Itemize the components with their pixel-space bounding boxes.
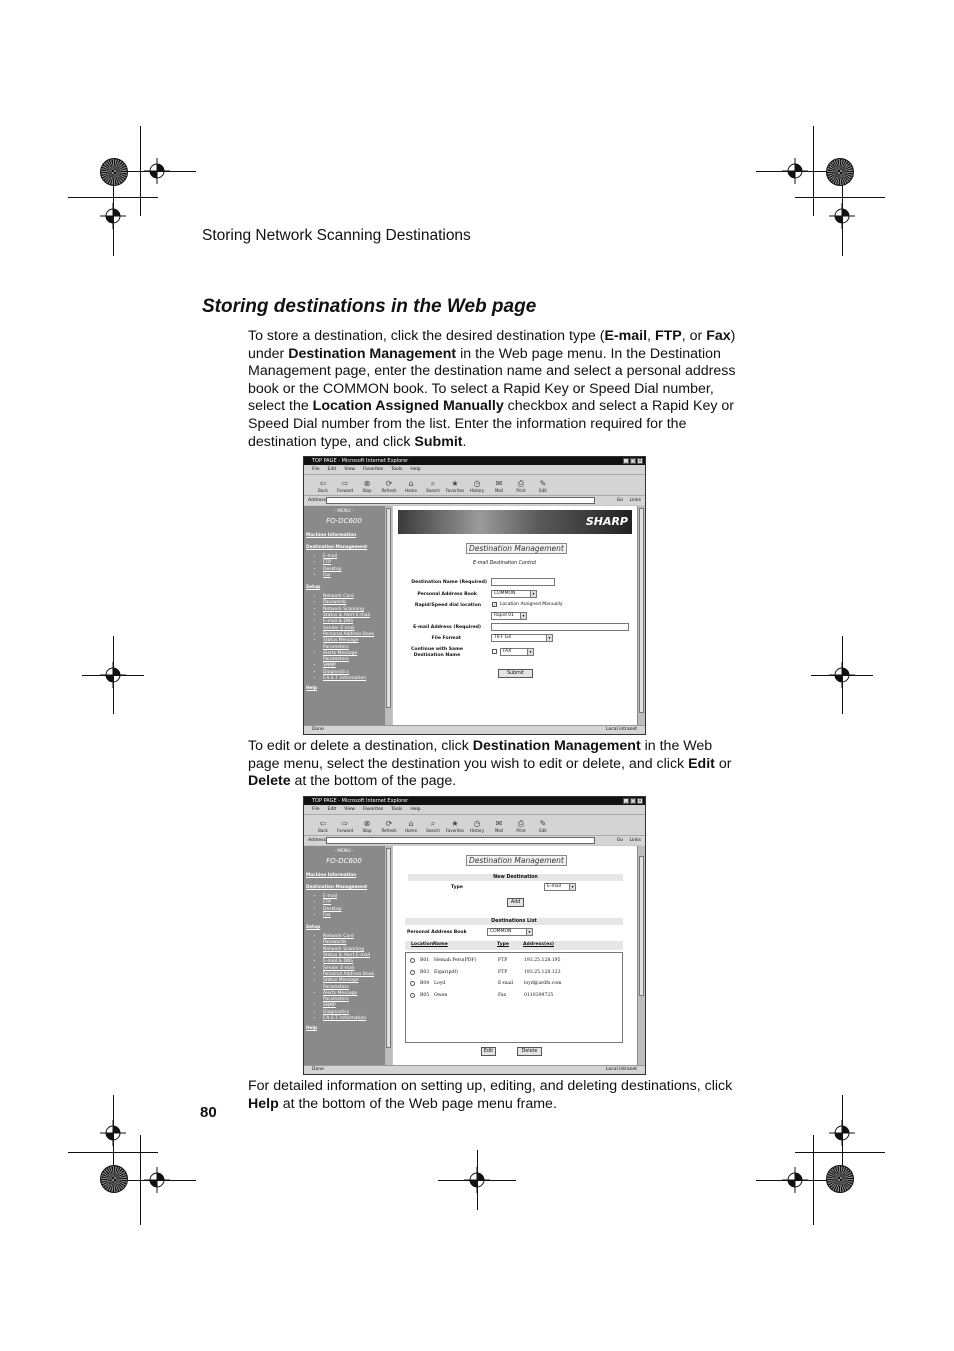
refresh-button[interactable]: [378, 475, 400, 497]
destination-type-list: [306, 554, 382, 579]
setup-list: [306, 594, 382, 682]
menu-link-help[interactable]: Help: [306, 686, 318, 692]
column-header: Type: [497, 942, 509, 947]
menu-link-status-message-parameters[interactable]: • Status Message Parameters: [323, 978, 382, 991]
menu-link-desktop[interactable]: • Desktop: [323, 567, 382, 573]
color-bar-circle: [100, 158, 128, 186]
stop-button[interactable]: [356, 475, 378, 497]
menu-link-f-a-s-t-information[interactable]: • F.A.S.T. Information: [323, 676, 382, 682]
registration-mark: [144, 1167, 170, 1193]
menu-link-status-message-parameters[interactable]: • Status Message Parameters: [323, 638, 382, 651]
toolbar-label: Edit: [539, 828, 547, 833]
forward-button[interactable]: [334, 475, 356, 497]
registration-mark: [782, 1167, 808, 1193]
menu-link-machine-information[interactable]: Machine Information: [306, 533, 357, 538]
home-icon: ⌂: [408, 479, 414, 488]
minimize-icon[interactable]: _: [625, 798, 627, 803]
favorites-button[interactable]: [444, 815, 466, 837]
browser-toolbar: [304, 814, 645, 836]
color-bar-circle: [100, 1165, 128, 1193]
continue-same-name-checkbox[interactable]: [492, 649, 497, 654]
menu-link-destination-management[interactable]: Destination Management: [306, 885, 368, 890]
menu-link-status-alert-e-mail[interactable]: • Status & Alert E-mail: [323, 953, 382, 959]
menu-link-help[interactable]: Help: [306, 1026, 318, 1032]
edit-delete-paragraph: To edit or delete a destination, click Destination Management in the Web page menu, select the destination you wish to edit or delete, and click Edit or Delete at the bottom of the page.: [248, 738, 732, 790]
menu-link-f-a-s-t-information[interactable]: • F.A.S.T. Information: [323, 1016, 382, 1022]
toolbar-label: Back: [318, 488, 328, 493]
search-icon: ⌕: [430, 479, 436, 488]
print-button[interactable]: [510, 815, 532, 837]
menu-link-diagnostics[interactable]: • Diagnostics: [323, 670, 382, 676]
address-field[interactable]: [326, 497, 595, 504]
row-radio-button[interactable]: [410, 970, 415, 975]
column-header: Address(es): [523, 942, 555, 947]
column-header: Name: [433, 942, 448, 947]
forward-arrow-icon: ⇨: [341, 819, 349, 828]
menu-link-fax[interactable]: • Fax: [323, 573, 382, 579]
page-title: Destination Management: [466, 543, 567, 554]
menu-link-ftp[interactable]: • FTP: [323, 900, 382, 906]
address-bar: Address Go Links: [304, 836, 645, 845]
table-cell: E-mail: [498, 981, 514, 986]
status-bar: Done Local intranet: [304, 725, 645, 734]
toolbar-label: Favorites: [445, 488, 465, 493]
edit-button[interactable]: [532, 815, 554, 837]
menu-scrollbar[interactable]: [384, 506, 392, 725]
toolbar-label: Edit: [539, 488, 547, 493]
stop-icon: ⊗: [363, 819, 371, 828]
print-icon: ⎙: [517, 479, 525, 488]
row-radio-button[interactable]: [410, 981, 415, 986]
registration-mark: [464, 1167, 490, 1193]
menu-link-snmp[interactable]: • SNMP: [323, 1003, 382, 1009]
menu-link-passwords[interactable]: • Passwords: [323, 940, 382, 946]
color-bar-circle: [826, 1165, 854, 1193]
stop-button[interactable]: [356, 815, 378, 837]
content-scrollbar[interactable]: [637, 846, 645, 1065]
help-paragraph: For detailed information on setting up, editing, and deleting destinations, click Help at the bottom of the Web page menu frame.: [248, 1078, 733, 1112]
delete-button[interactable]: Delete: [517, 1047, 542, 1056]
refresh-icon: ⟳: [385, 479, 393, 488]
intro-paragraph: To store a destination, click the desired destination type (E-mail, FTP, or Fax) under Destination Management in the Web page menu. In the Destination Management page, enter the destination name and select a personal address book or the COMMON book. To select a Rapid Key or Speed Dial number, select the Location Assigned Manually checkbox and select a Rapid Key or Speed Dial number from the list. Enter the information required for the destination type, and click Submit.: [248, 328, 736, 450]
chevron-down-icon: ▾: [527, 649, 533, 655]
menu-tools[interactable]: Tools: [391, 467, 403, 472]
toolbar-label: Search: [426, 488, 440, 493]
row-radio-button[interactable]: [410, 993, 415, 998]
table-cell: B04: [420, 981, 430, 986]
menu-scrollbar[interactable]: [384, 846, 392, 1065]
column-header: Location: [411, 942, 434, 947]
toolbar-label: History: [469, 488, 485, 493]
menu-link-fax[interactable]: • Fax: [323, 913, 382, 919]
toolbar-label: Mail: [494, 488, 504, 493]
edit-button[interactable]: [532, 475, 554, 497]
table-cell: Loyd: [434, 981, 446, 986]
row-radio-button[interactable]: [410, 958, 415, 963]
back-button[interactable]: [312, 475, 334, 497]
mail-icon: ✉: [495, 819, 503, 828]
chevron-down-icon: ▾: [546, 635, 552, 641]
mail-icon: ✉: [495, 479, 503, 488]
table-cell: B03: [420, 969, 430, 975]
table-row[interactable]: [406, 957, 622, 966]
email-address-label: E-mail Address (Required): [413, 625, 481, 630]
back-arrow-icon: ⇦: [319, 819, 327, 828]
history-icon: ◷: [473, 479, 481, 488]
maximize-icon[interactable]: □: [631, 458, 635, 463]
address-bar: Address Go Links: [304, 496, 645, 505]
continue-same-name-label: Continue with Same Destination Name: [410, 647, 464, 658]
window-title-bar: TOP PAGE - Microsoft Internet Explorer _ □ ×: [304, 457, 645, 465]
menu-tools[interactable]: Tools: [391, 807, 403, 812]
browser-menu-bar: [304, 465, 645, 474]
table-row[interactable]: [406, 980, 622, 989]
content-frame: [393, 846, 637, 1065]
address-field[interactable]: [326, 837, 595, 844]
content-scrollbar[interactable]: [637, 506, 645, 725]
menu-link-personal-address-book[interactable]: • Personal Address Book: [323, 972, 382, 978]
menu-file[interactable]: File: [312, 467, 320, 472]
menu-link-desktop[interactable]: • Desktop: [323, 907, 382, 913]
toolbar-label: Favorites: [445, 828, 465, 833]
menu-link-network-scanning[interactable]: • Network Scanning: [323, 947, 382, 953]
section-title: Storing destinations in the Web page: [202, 296, 537, 317]
toolbar-label: Home: [405, 488, 417, 493]
menu-link-setup[interactable]: Setup: [306, 585, 321, 591]
toolbar-label: Stop: [362, 828, 372, 833]
page-number: 80: [200, 1104, 217, 1121]
history-button[interactable]: [466, 815, 488, 837]
print-icon: ⎙: [517, 819, 525, 828]
menu-link-passwords[interactable]: • Passwords: [323, 600, 382, 606]
sharp-banner: [398, 510, 632, 534]
setup-list: [306, 934, 382, 1022]
links-button[interactable]: Links: [629, 498, 641, 503]
toolbar-label: Back: [318, 828, 328, 833]
form-subtitle: E-mail Destination Control: [473, 561, 537, 566]
running-head: Storing Network Scanning Destinations: [202, 227, 471, 244]
forward-arrow-icon: ⇨: [341, 479, 349, 488]
menu-help[interactable]: Help: [410, 467, 421, 472]
menu-link-e-mail-dns[interactable]: • E-mail & DNS: [323, 959, 382, 965]
menu-link-alerts-message-parameters[interactable]: • Alerts Message Parameters: [323, 991, 382, 1004]
history-button[interactable]: [466, 475, 488, 497]
submit-button[interactable]: Submit: [498, 669, 533, 678]
home-button[interactable]: [400, 815, 422, 837]
mail-button[interactable]: [488, 815, 510, 837]
table-cell: 193.25.128.123: [524, 969, 561, 975]
search-icon: ⌕: [430, 819, 436, 828]
home-button[interactable]: [400, 475, 422, 497]
menu-link-network-scanning[interactable]: • Network Scanning: [323, 607, 382, 613]
destination-type-list: [306, 894, 382, 919]
table-cell: Owen: [434, 992, 448, 998]
close-icon[interactable]: ×: [638, 798, 642, 803]
table-cell: Fax: [498, 992, 507, 998]
status-bar: Done Local intranet: [304, 1065, 645, 1074]
add-button[interactable]: Add: [507, 898, 524, 907]
toolbar-label: Print: [516, 828, 526, 833]
table-cell: FTP: [498, 969, 508, 975]
toolbar-label: Forward: [336, 828, 354, 833]
menu-link-network-card[interactable]: • Network Card: [323, 934, 382, 940]
chevron-down-icon: ▾: [520, 613, 526, 619]
registration-mark: [100, 1120, 126, 1146]
address-book-label: Personal Address Book: [407, 930, 467, 935]
menu-link-status-alert-e-mail[interactable]: • Status & Alert E-mail: [323, 613, 382, 619]
favorites-icon: ★: [451, 479, 459, 488]
menu-frame: [304, 846, 384, 1065]
registration-mark: [829, 1120, 855, 1146]
window-title-bar: TOP PAGE - Microsoft Internet Explorer _ □ ×: [304, 797, 645, 805]
favorites-icon: ★: [451, 819, 459, 828]
mail-button[interactable]: [488, 475, 510, 497]
close-icon[interactable]: ×: [638, 458, 642, 463]
toolbar-label: Print: [516, 488, 526, 493]
browser-toolbar: [304, 474, 645, 496]
destinations-list[interactable]: [405, 952, 623, 1043]
table-cell: 0110399725: [524, 992, 554, 998]
browser-screenshot-destination-list: [303, 796, 646, 1075]
destinations-list-header: Destinations List: [405, 918, 623, 925]
sharp-logo: SHARP: [585, 515, 628, 528]
email-address-input[interactable]: [491, 623, 629, 631]
registration-mark: [100, 662, 126, 688]
back-arrow-icon: ⇦: [319, 479, 327, 488]
registration-mark: [829, 203, 855, 229]
forward-button[interactable]: [334, 815, 356, 837]
history-icon: ◷: [473, 819, 481, 828]
file-format-label: File Format: [431, 636, 461, 641]
menu-link-ftp[interactable]: • FTP: [323, 560, 382, 566]
toolbar-label: Search: [426, 828, 440, 833]
menu-link-e-mail-dns[interactable]: • E-mail & DNS: [323, 619, 382, 625]
destination-name-label: Destination Name (Required): [411, 580, 487, 585]
menu-link-snmp[interactable]: • SNMP: [323, 663, 382, 669]
registration-mark: [782, 158, 808, 184]
table-cell: 193.25.128.195: [524, 958, 561, 963]
menu-link-network-card[interactable]: • Network Card: [323, 594, 382, 600]
menu-favorites[interactable]: Favorites: [362, 467, 384, 472]
edit-button[interactable]: Edit: [481, 1047, 496, 1056]
rapid-speed-label: Rapid/Speed dial location: [414, 603, 481, 608]
menu-link-sender-e-mail[interactable]: • Sender E-mail: [323, 626, 382, 632]
address-book-select[interactable]: COMMON ▾: [487, 928, 533, 936]
minimize-icon[interactable]: _: [625, 458, 627, 463]
table-cell: FTP: [498, 958, 508, 963]
refresh-button[interactable]: [378, 815, 400, 837]
content-frame: [393, 506, 637, 725]
toolbar-label: Refresh: [381, 828, 397, 833]
registration-mark: [829, 662, 855, 688]
browser-screenshot-add-destination: [303, 456, 646, 735]
color-bar-circle: [826, 158, 854, 186]
new-destination-header: New Destination: [408, 874, 623, 881]
table-cell: B01: [420, 958, 430, 963]
search-button[interactable]: [422, 475, 444, 497]
location-assigned-manually-label: Location Assigned Manually: [500, 602, 563, 607]
menu-link-sender-e-mail[interactable]: • Sender E-mail: [323, 966, 382, 972]
refresh-icon: ⟳: [385, 819, 393, 828]
toolbar-label: History: [469, 828, 485, 833]
stop-icon: ⊗: [363, 479, 371, 488]
menu-edit[interactable]: Edit: [327, 467, 337, 472]
model-name: FO-DC600: [326, 857, 362, 865]
menu-link-e-mail[interactable]: • E-mail: [323, 894, 382, 900]
chevron-down-icon: ▾: [526, 929, 532, 935]
rapid-key-select[interactable]: Rapid 01 ▾: [491, 612, 527, 620]
model-name: FO-DC600: [326, 517, 362, 525]
print-button[interactable]: [510, 475, 532, 497]
destination-name-input[interactable]: [491, 578, 555, 586]
table-cell: loyd@ardfs.com: [524, 981, 562, 986]
browser-menu-bar: [304, 805, 645, 814]
edit-icon: ✎: [539, 819, 547, 828]
menu-header: - MENU -: [334, 509, 354, 514]
menu-header: - MENU -: [334, 849, 354, 854]
table-cell: Elgar(pdf): [434, 969, 458, 975]
menu-help[interactable]: Help: [410, 807, 421, 812]
address-book-select[interactable]: COMMON ▾: [491, 590, 537, 598]
type-label: Type: [451, 885, 463, 890]
continue-type-select[interactable]: FAX ▾: [500, 648, 534, 656]
registration-mark: [144, 158, 170, 184]
edit-icon: ✎: [539, 479, 547, 488]
maximize-icon[interactable]: □: [631, 798, 635, 803]
file-format-select[interactable]: TIFF G4 ▾: [491, 634, 553, 642]
registration-mark: [100, 203, 126, 229]
menu-link-diagnostics[interactable]: • Diagnostics: [323, 1010, 382, 1016]
menu-edit[interactable]: Edit: [327, 807, 337, 812]
back-button[interactable]: [312, 815, 334, 837]
table-cell: B05: [420, 992, 430, 998]
menu-frame: [304, 506, 384, 725]
type-select[interactable]: E-mail ▾: [544, 883, 576, 891]
page-title: Destination Management: [466, 855, 567, 866]
table-row[interactable]: [406, 969, 622, 978]
toolbar-label: Home: [405, 828, 417, 833]
address-book-label: Personal Address Book: [417, 592, 477, 597]
home-icon: ⌂: [408, 819, 414, 828]
toolbar-label: Mail: [494, 828, 504, 833]
menu-favorites[interactable]: Favorites: [362, 807, 384, 812]
menu-link-alerts-message-parameters[interactable]: • Alerts Message Parameters: [323, 651, 382, 664]
go-button[interactable]: Go: [616, 838, 623, 843]
location-assigned-manually-checkbox[interactable]: ✓: [493, 602, 497, 607]
destinations-column-headers: [405, 941, 623, 950]
search-button[interactable]: [422, 815, 444, 837]
menu-link-destination-management[interactable]: Destination Management: [306, 545, 368, 550]
menu-link-e-mail[interactable]: • E-mail: [323, 554, 382, 560]
toolbar-label: Refresh: [381, 488, 397, 493]
menu-view[interactable]: View: [344, 807, 355, 812]
toolbar-label: Stop: [362, 488, 372, 493]
menu-link-setup[interactable]: Setup: [306, 925, 321, 931]
menu-view[interactable]: View: [344, 467, 355, 472]
toolbar-label: Forward: [336, 488, 354, 493]
links-button[interactable]: Links: [629, 838, 641, 843]
favorites-button[interactable]: [444, 475, 466, 497]
menu-file[interactable]: File: [312, 807, 320, 812]
go-button[interactable]: Go: [616, 498, 623, 503]
table-cell: Hemah Peru(PDF): [434, 958, 477, 963]
chevron-down-icon: ▾: [569, 884, 575, 890]
table-row[interactable]: [406, 992, 622, 1001]
menu-link-personal-address-book[interactable]: • Personal Address Book: [323, 632, 382, 638]
chevron-down-icon: ▾: [530, 591, 536, 597]
menu-link-machine-information[interactable]: Machine Information: [306, 873, 357, 878]
